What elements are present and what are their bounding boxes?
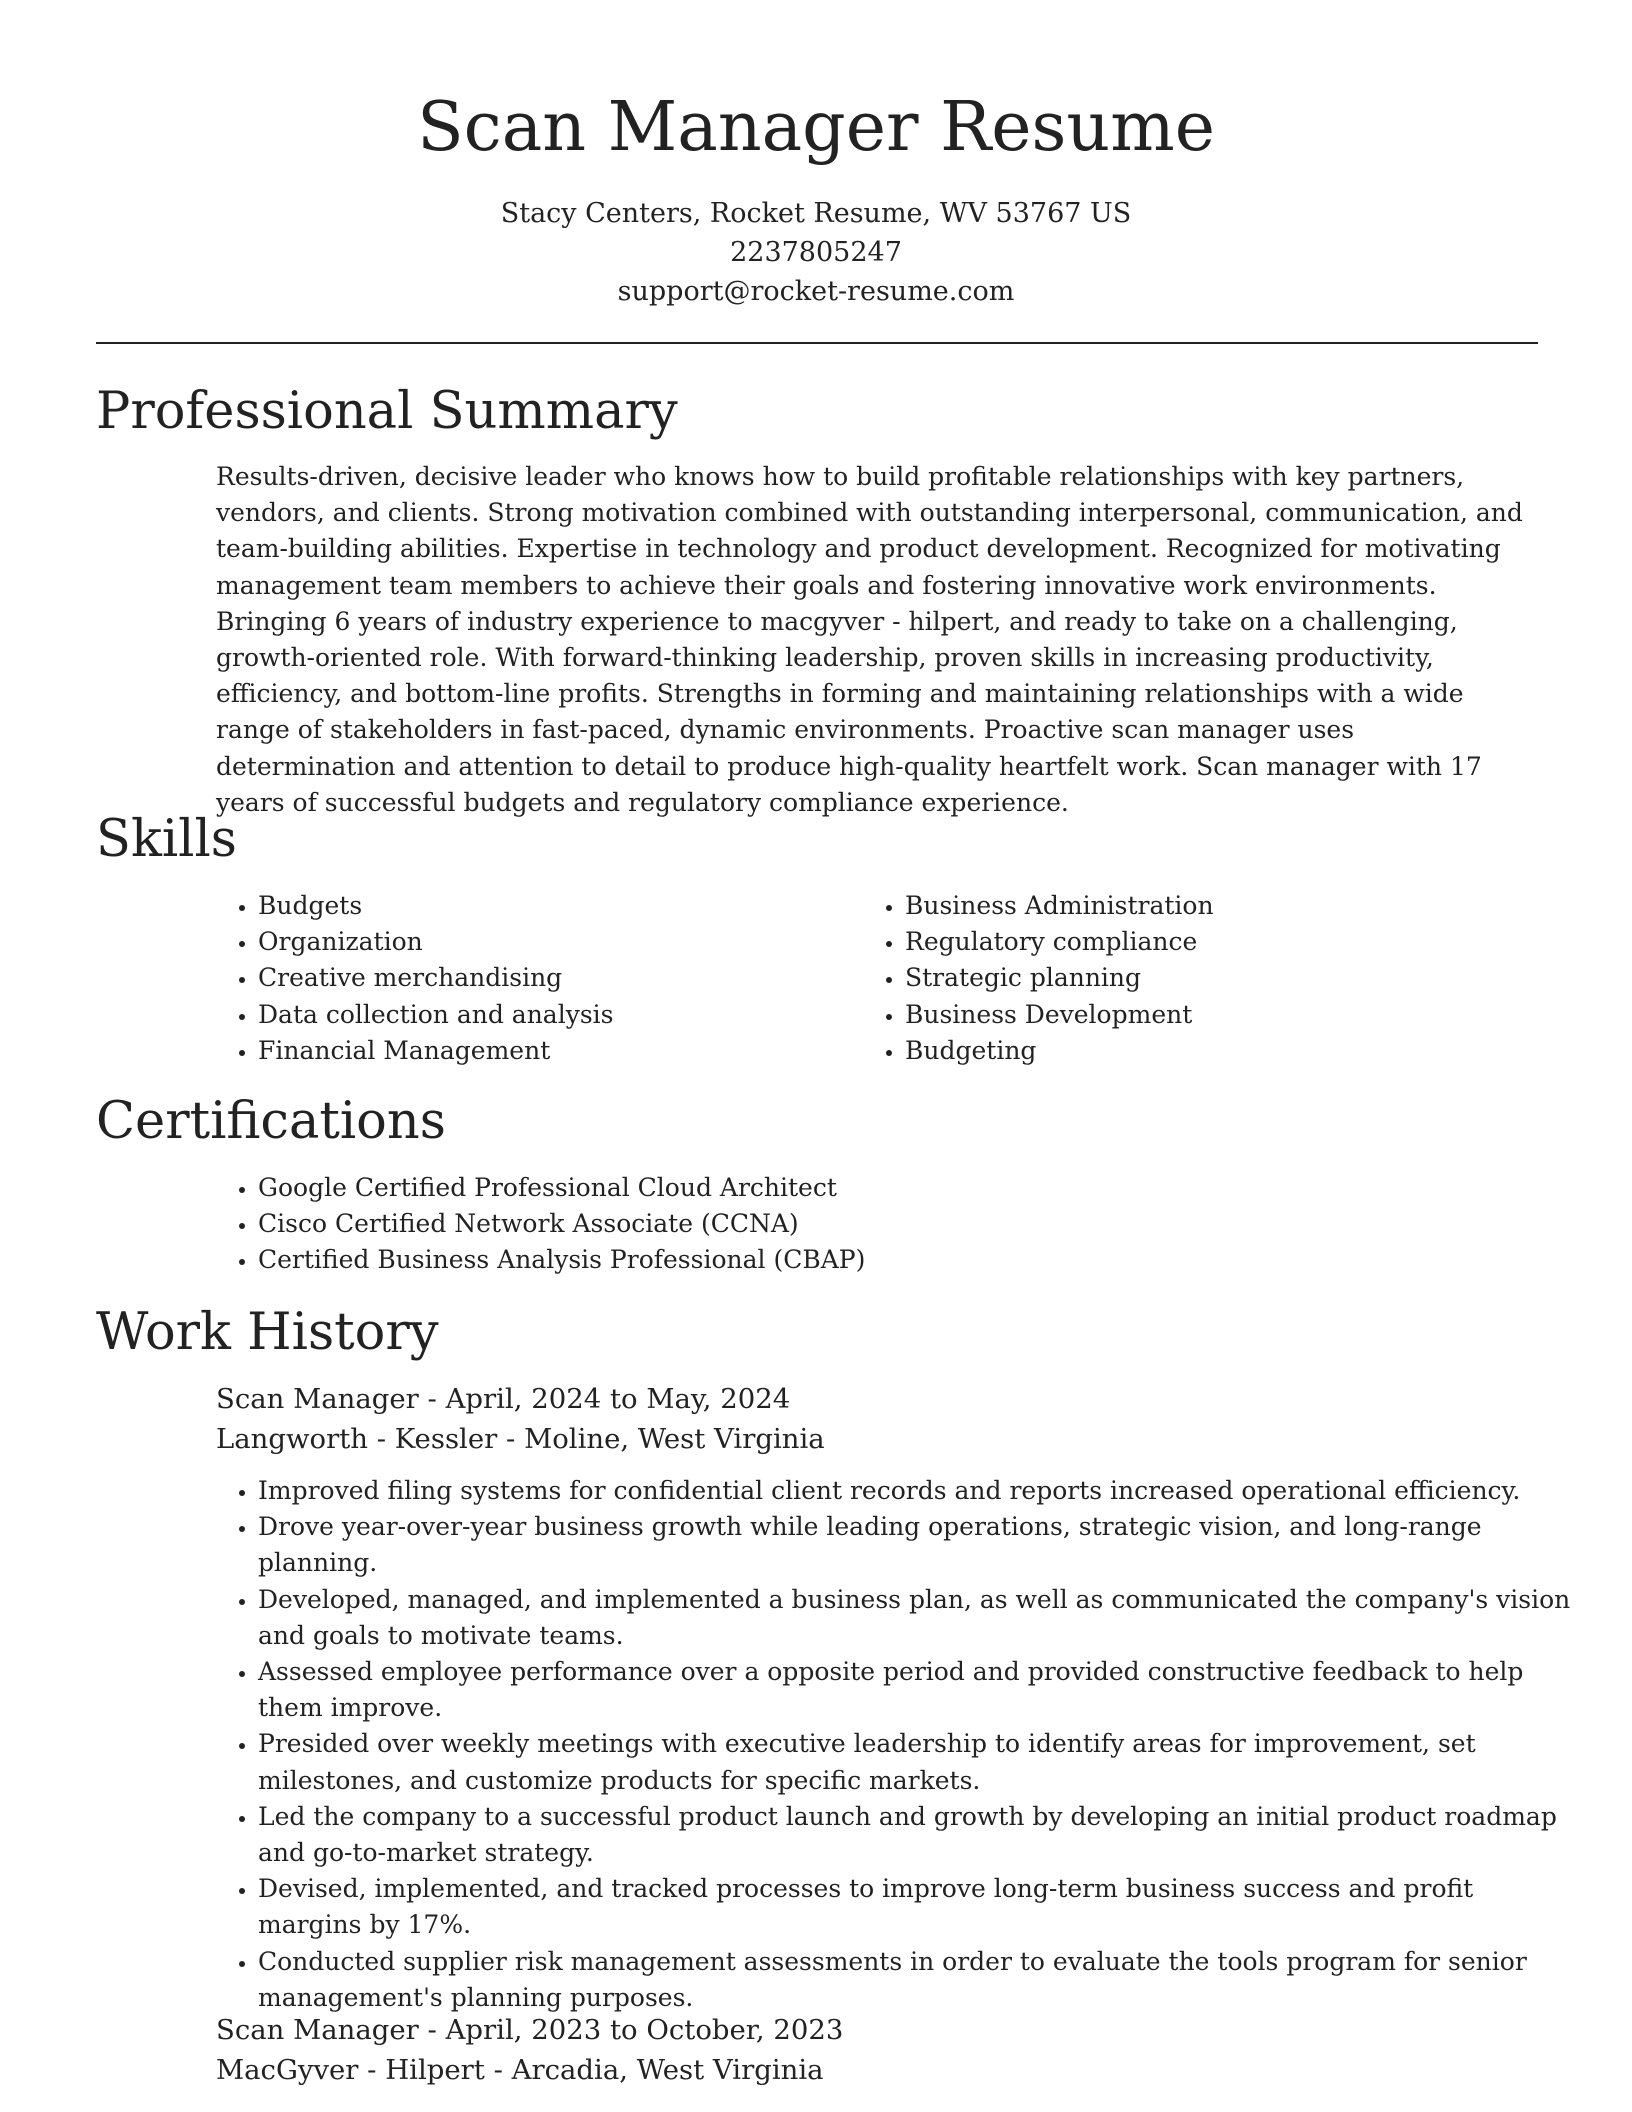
skill-item: • Budgets: [258, 888, 858, 924]
skill-item: • Regulatory compliance: [905, 924, 1505, 960]
skill-item: • Business Administration: [905, 888, 1505, 924]
job-2-employer: MacGyver - Hilpert - Arcadia, West Virginia: [216, 2054, 824, 2086]
resume-header: [0, 84, 1632, 311]
section-title-summary: Professional Summary: [96, 382, 678, 441]
job-bullet: • Improved filing systems for confidential client records and reports increased operational efficiency.: [258, 1473, 1582, 1509]
section-title-certifications: Certifications: [96, 1092, 446, 1151]
skill-item: • Business Development: [905, 997, 1505, 1033]
resume-title: Scan Manager Resume: [417, 88, 1215, 167]
certifications-list: [214, 1170, 1558, 1279]
job-1-company: Langworth - Kessler: [216, 1423, 498, 1455]
contact-block: [0, 194, 1632, 311]
certification-item: • Google Certified Professional Cloud Architect: [258, 1170, 1558, 1206]
job-1-role: Scan Manager: [216, 1383, 419, 1415]
section-title-skills: Skills: [96, 810, 237, 869]
job-2-dates: April, 2023 to October, 2023: [445, 2014, 844, 2046]
section-title-work-history: Work History: [96, 1303, 439, 1362]
contact-email: support@rocket-resume.com: [617, 276, 1015, 307]
job-1-heading: Scan Manager - April, 2024 to May, 2024: [216, 1383, 791, 1415]
certification-item: • Certified Business Analysis Professional (CBAP): [258, 1242, 1558, 1278]
skill-item: • Creative merchandising: [258, 960, 858, 996]
job-2-heading: Scan Manager - April, 2023 to October, 2023: [216, 2014, 844, 2046]
job-bullet: • Presided over weekly meetings with executive leadership to identify areas for improvement, set milestones, and customize products for specific markets.: [258, 1726, 1582, 1798]
job-2-location: Arcadia, West Virginia: [511, 2054, 824, 2086]
job-bullet: • Conducted supplier risk management assessments in order to evaluate the tools program for senior management's planning purposes.: [258, 1944, 1582, 2016]
contact-address: Stacy Centers, Rocket Resume, WV 53767 US: [500, 198, 1132, 229]
job-2-role: Scan Manager: [216, 2014, 419, 2046]
skill-item: • Budgeting: [905, 1033, 1505, 1069]
skills-list-left: [214, 888, 858, 1069]
certification-item: • Cisco Certified Network Associate (CCNA): [258, 1206, 1558, 1242]
job-bullet: • Devised, implemented, and tracked processes to improve long-term business success and profit margins by 17%.: [258, 1871, 1582, 1943]
job-bullet: • Assessed employee performance over a opposite period and provided constructive feedback to help them improve.: [258, 1654, 1582, 1726]
job-2-company: MacGyver - Hilpert: [216, 2054, 485, 2086]
job-bullet: • Developed, managed, and implemented a business plan, as well as communicated the company's vision and goals to motivate teams.: [258, 1582, 1582, 1654]
job-1-employer: Langworth - Kessler - Moline, West Virginia: [216, 1423, 825, 1455]
job-1-bullets: [214, 1473, 1582, 2016]
job-bullet: • Drove year-over-year business growth while leading operations, strategic vision, and long-range planning.: [258, 1509, 1582, 1581]
skills-list-right: [861, 888, 1505, 1069]
contact-phone: 2237805247: [730, 237, 902, 268]
skill-item: • Data collection and analysis: [258, 997, 858, 1033]
skill-item: • Organization: [258, 924, 858, 960]
summary-text: Results-driven, decisive leader who knows how to build profitable relationships with key partners, vendors, and clients. Strong motivation combined with outstanding interpersonal, communication, and team-building abilities. Expertise in technology and product development. Recognized for motivating management team members to achieve their goals and fostering innovative work environments. Bringing 6 years of industry experience to macgyver - hilpert, and ready to take on a challenging, growth-oriented role. With forward-thinking leadership, proven skills in increasing productivity, efficiency, and bottom-line profits. Strengths in forming and maintaining relationships with a wide range of stakeholders in fast-paced, dynamic environments. Proactive scan manager uses determination and attention to detail to produce high-quality heartfelt work. Scan manager with 17 years of successful budgets and regulatory compliance experience.: [216, 462, 1523, 817]
skill-item: • Financial Management: [258, 1033, 858, 1069]
skill-item: • Strategic planning: [905, 960, 1505, 996]
job-1-dates: April, 2024 to May, 2024: [445, 1383, 791, 1415]
header-divider: [96, 342, 1538, 344]
job-1-location: Moline, West Virginia: [524, 1423, 825, 1455]
job-bullet: • Led the company to a successful product launch and growth by developing an initial product roadmap and go-to-market strategy.: [258, 1799, 1582, 1871]
